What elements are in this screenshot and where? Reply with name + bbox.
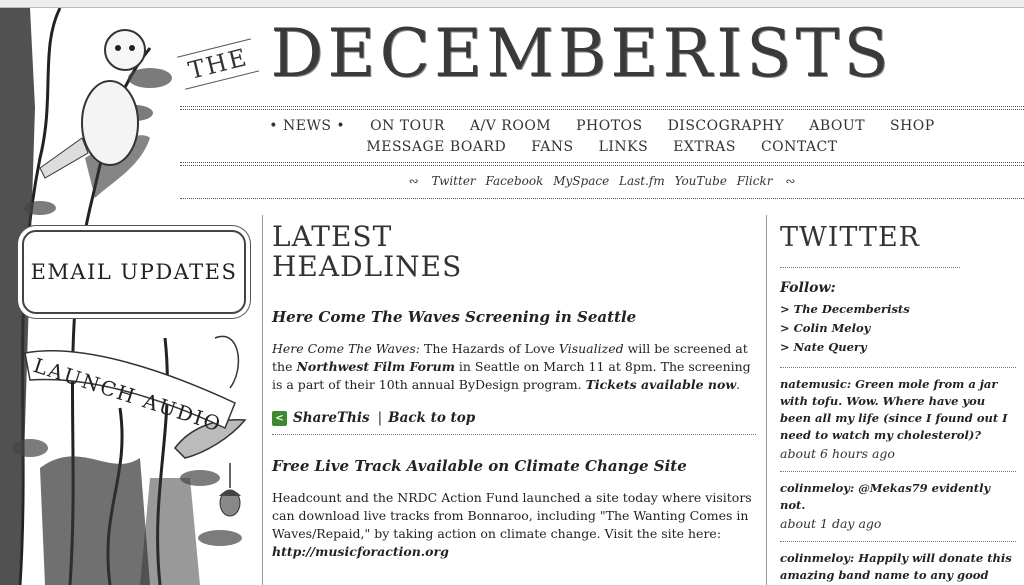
social-lastfm[interactable]: Last.fm <box>619 174 665 188</box>
list-item <box>780 338 1020 357</box>
nav-fans[interactable]: FANS <box>531 139 574 155</box>
nav-on-tour[interactable]: ON TOUR <box>370 118 445 134</box>
tweet <box>780 541 1016 584</box>
list-item <box>780 300 1020 319</box>
follow-decemberists-link[interactable]: > The Decemberists <box>780 302 910 316</box>
follow-label: Follow: <box>780 280 836 296</box>
nav-shop[interactable]: SHOP <box>890 118 935 134</box>
tweet-text: colinmeloy: @Mekas79 evidently not. <box>780 481 991 512</box>
film-title-text: Here Come The Waves: <box>272 341 421 356</box>
flourish-right-icon: ∾ <box>785 174 796 188</box>
article-title[interactable]: Free Live Track Available on Climate Change Site <box>272 457 687 475</box>
tweet <box>780 367 1016 461</box>
nav-extras[interactable]: EXTRAS <box>673 139 736 155</box>
tickets-link[interactable]: Tickets available now <box>585 377 737 392</box>
tweet-text: natemusic: Green mole from a jar with tofu. Wow. Where have you been all my life (since I found out I need to watch my cholesterol)? <box>780 377 1008 442</box>
headlines-title-line2: HEADLINES <box>272 250 463 283</box>
back-to-top-link[interactable]: Back to top <box>388 410 476 426</box>
header-rule-middle <box>180 162 1024 163</box>
header-rule-bottom <box>180 198 1024 199</box>
tweet-time[interactable]: about 6 hours ago <box>780 446 895 461</box>
flourish-left-icon: ∾ <box>408 174 419 188</box>
owl-tree-illustration <box>0 8 258 585</box>
article-text: Headcount and the NRDC Action Fund launched a site today where visitors can download live tracks from Bonnaroo, including "The Wanting Comes in Waves/Repaid," by taking action on climate change. Visit the site here: <box>272 490 752 541</box>
follow-colin-meloy-link[interactable]: > Colin Meloy <box>780 321 871 335</box>
article-text: . <box>736 377 741 392</box>
article-body <box>272 340 756 394</box>
latest-headlines-section <box>272 222 756 561</box>
list-item <box>780 319 1020 338</box>
social-facebook[interactable]: Facebook <box>485 174 544 188</box>
site-logo[interactable] <box>180 14 893 92</box>
nav-news[interactable]: • NEWS • <box>269 118 346 134</box>
article-title[interactable]: Here Come The Waves Screening in Seattle <box>272 308 637 326</box>
nav-av-room[interactable]: A/V ROOM <box>469 118 552 134</box>
social-youtube[interactable]: YouTube <box>674 174 727 188</box>
header-rule-top <box>180 106 1024 107</box>
music-for-action-link[interactable]: http://musicforaction.org <box>272 544 449 559</box>
article-text: will be screened at the <box>272 341 748 374</box>
follow-nate-query-link[interactable]: > Nate Query <box>780 340 867 354</box>
email-updates-button[interactable]: EMAIL UPDATES <box>22 230 246 314</box>
share-bar <box>272 410 756 435</box>
article-2 <box>272 443 756 561</box>
article-body <box>272 489 756 561</box>
twitter-title: TWITTER <box>780 222 960 268</box>
header-rule-middle-2 <box>180 165 1024 166</box>
tweet <box>780 471 1016 531</box>
nav-links[interactable]: LINKS <box>598 139 649 155</box>
headlines-title-line1: LATEST <box>272 220 393 253</box>
nav-photos[interactable]: PHOTOS <box>576 118 643 134</box>
logo-the-text: THE <box>177 38 259 89</box>
browser-top-strip <box>0 0 1024 8</box>
nav-discography[interactable]: DISCOGRAPHY <box>667 118 785 134</box>
main-nav-row-1 <box>180 118 1024 134</box>
article-text: in Seattle on March 11 at 8pm. The screening is a part of their 10th annual ByDesign program. <box>272 359 751 392</box>
twitter-sidebar <box>780 222 1020 584</box>
venue-link[interactable]: Northwest Film Forum <box>296 359 455 374</box>
social-flickr[interactable]: Flickr <box>736 174 773 188</box>
logo-main-text: DECEMBERISTS <box>270 14 893 92</box>
article-text-italic: Visualized <box>558 341 624 356</box>
header-rule-top-2 <box>180 109 1024 110</box>
separator: | <box>377 410 383 426</box>
tweet-text: colinmeloy: Happily will donate this amazing band name to any good <box>780 551 1012 582</box>
nav-about[interactable]: ABOUT <box>809 118 866 134</box>
share-icon[interactable]: < <box>272 411 287 426</box>
column-divider-left <box>262 215 263 585</box>
share-this-link[interactable]: ShareThis <box>293 410 370 426</box>
launch-audio-label: LAUNCH AUDIO <box>30 353 226 437</box>
nav-contact[interactable]: CONTACT <box>760 139 838 155</box>
article-text: The Hazards of Love <box>420 341 559 356</box>
social-links <box>180 174 1024 188</box>
headlines-title <box>272 222 756 282</box>
tweet-time[interactable]: about 1 day ago <box>780 516 882 531</box>
social-myspace[interactable]: MySpace <box>553 174 610 188</box>
column-divider-right <box>766 215 767 585</box>
follow-list <box>780 300 1020 357</box>
social-twitter[interactable]: Twitter <box>431 174 476 188</box>
main-nav-row-2 <box>180 139 1024 155</box>
nav-message-board[interactable]: MESSAGE BOARD <box>366 139 507 155</box>
